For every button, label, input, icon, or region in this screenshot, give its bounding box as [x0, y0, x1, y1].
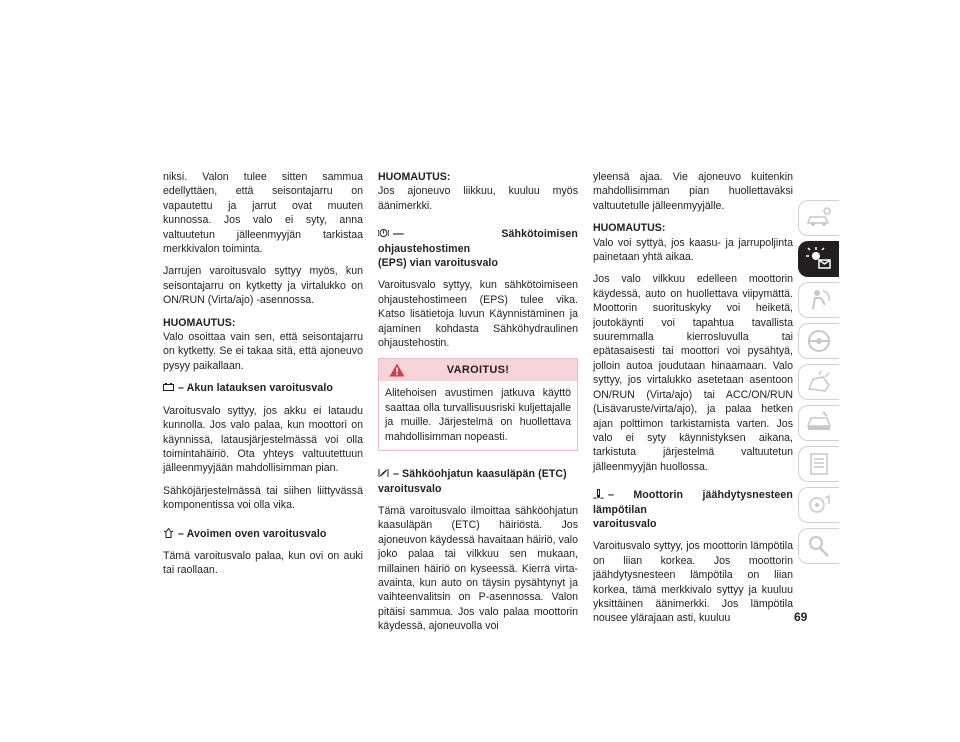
- note: [163, 316, 363, 374]
- warning-title: VAROITUS!: [446, 364, 510, 377]
- door-open-icon: [163, 528, 174, 538]
- chapter-tabs: [798, 200, 850, 569]
- index-tab[interactable]: [798, 528, 839, 564]
- note-text: Valo osoittaa vain sen, että seisontajarru on kytketty. Se ei takaa sitä, että ajoneuvo pysyy paikallaan.: [163, 331, 363, 372]
- steering-tab[interactable]: [798, 323, 839, 359]
- note-label: HUOMAUTUS:: [593, 222, 666, 235]
- paragraph: Varoitusvalo syttyy, jos moottorin lämpötila on liian korkea. Jos moottorin jäähdytysnesteen lämpötila on liian korkea, tämä merkkivalo syttyy ja kuuluu yksittäinen äänimerkki. Jos lämpötila nousee ylärajaan asti, kuuluu: [593, 540, 793, 625]
- door-heading: – Avoimen oven varoitusvalo: [163, 527, 363, 541]
- coolant-heading: – Moottorin jäähdytysnesteen lämpötilan varoitusvalo: [593, 489, 793, 530]
- eps-heading: — Sähkötoimisen ohjaustehostimen (EPS) vian varoitusvalo: [378, 228, 578, 270]
- column-3: [593, 170, 793, 634]
- dashboard-lights-tab[interactable]: [798, 241, 839, 277]
- page-number: 69: [794, 610, 808, 624]
- note-label: HUOMAUTUS:: [163, 316, 236, 329]
- paragraph: Sähköjärjestelmässä tai siihen liittyvässä komponentissa voi olla vika.: [163, 484, 363, 512]
- note: [593, 221, 793, 264]
- paragraph: Tämä varoitusvalo palaa, kun ovi on auki tai raollaan.: [163, 549, 363, 577]
- battery-icon: [163, 382, 174, 392]
- warning-header: [379, 359, 577, 381]
- throttle-icon: [378, 468, 389, 478]
- note-text: Jos ajoneuvo liikkuu, kuuluu myös äänimerkki.: [378, 185, 578, 212]
- paragraph: Jos valo vilkkuu edelleen moottorin käydessä, auto on huollettava viipymättä. Moottorin suorituskyky voi heiketä, joutokäynti voi tapahtua tavallista suuremmalla kierrosluvulla tai epätasaisesti tai moottori voi pysähtyä, jolloin autoa joudutaan hinaamaan. Valo syttyy, jos virtalukko asetetaan asentoon ON/RUN (Virta/ajo) tai ACC/ON/RUN (Lisävaruste/virta/ajo), ja palaa hetken ajan polttimon tarkistamista varten. Jos valo ei syty käynnistyksen aikana, tarkistuta järjestelmä valtuutetun jälleenmyyjän huollossa.: [593, 273, 793, 473]
- column-1: [163, 170, 363, 586]
- multimedia-tab[interactable]: [798, 487, 839, 523]
- car-info-tab[interactable]: [798, 200, 839, 236]
- paragraph: Varoitusvalo syttyy, jos akku ei lataudu kunnolla. Jos valo palaa, kun moottori on käynnissä, latausjärjestelmässä voi olla toimintahäiriö. Ota yhteys valtuutettuun jälleenmyyjään mahdollisimman pian.: [163, 404, 363, 475]
- warning-box: [378, 358, 578, 451]
- safety-tab[interactable]: [798, 282, 839, 318]
- specs-tab[interactable]: [798, 446, 839, 482]
- column-2: [378, 170, 578, 642]
- note: [378, 170, 578, 213]
- coolant-temp-icon: [593, 489, 604, 499]
- emergency-tab[interactable]: [798, 364, 839, 400]
- note-label: HUOMAUTUS:: [378, 171, 451, 183]
- paragraph: Jarrujen varoitusvalo syttyy myös, kun seisontajarru on kytketty ja virtalukko on ON/RUN (Virta/ajo) -asennossa.: [163, 265, 363, 307]
- battery-heading: – Akun latauksen varoitusvalo: [163, 381, 363, 395]
- etc-heading: – Sähköohjatun kaasuläpän (ETC) varoitusvalo: [378, 468, 567, 495]
- paragraph: niksi. Valon tulee sitten sammua edellyttäen, että seisontajarru on vapautettu ja jarrut ovat muuten kunnossa. Jos valo ei syty, anna valtuutetun jälleenmyyjän tarkistaa merkkivalon toiminta.: [163, 171, 363, 256]
- paragraph: Varoitusvalo syttyy, kun sähkötoimiseen ohjaustehostimeen (EPS) tulee vika. Katso lisätietoja luvun Käynnistäminen ja ajaminen kohdasta Sähköhydraulinen ohjaustehostin.: [378, 279, 578, 350]
- service-tab[interactable]: [798, 405, 839, 441]
- note-text: Valo voi syttyä, jos kaasu- ja jarrupoljinta painetaan yhtä aikaa.: [593, 236, 793, 264]
- warning-text: Alitehoisen avustimen jatkuva käyttö saattaa olla turvallisuusriski kuljettajalle ja muille. Järjestelmä on huollettava mahdollisimman nopeasti.: [385, 387, 571, 443]
- steering-wheel-warning-icon: [378, 228, 389, 238]
- paragraph: yleensä ajaa. Vie ajoneuvo kuitenkin mahdollisimman pian huollettavaksi valtuutetulle jälleenmyyjälle.: [593, 171, 793, 212]
- paragraph: Tämä varoitusvalo ilmoittaa sähköohjatun kaasuläpän (ETC) häiriöstä. Jos ajoneuvon käydessä havaitaan häiriö, valo joko palaa tai vilkkuu sen mukaan, millainen häiriö on kyseessä. Kierrä virta-avainta, kun auto on täysin pysähtynyt ja vaihteenvalitsin on P-asennossa. Valon pitäisi sammua. Jos valo palaa moottorin käydessä, ajoneuvolla voi: [378, 504, 578, 633]
